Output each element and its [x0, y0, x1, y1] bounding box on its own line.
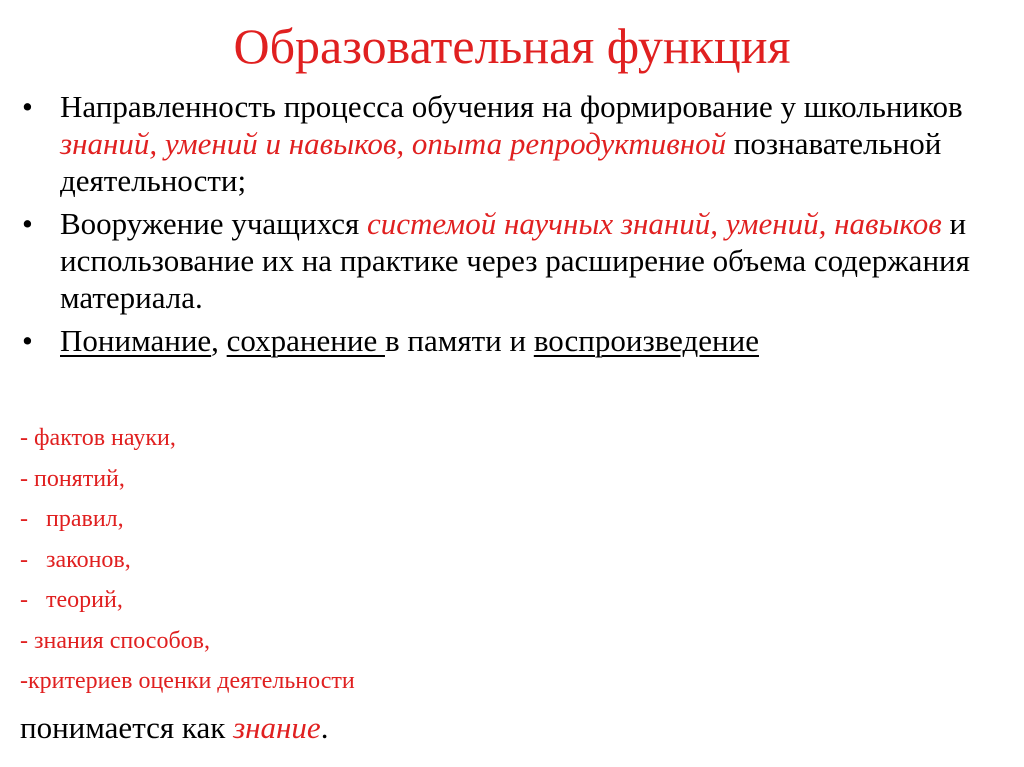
bullet-text: Направленность процесса обучения на формирование у школьников — [60, 89, 963, 124]
underlined-term: воспроизведение — [533, 323, 759, 358]
bullet-text: познавательной деятельности; — [60, 126, 942, 198]
dash-item: - правил, — [20, 506, 124, 532]
bullet-marker: • — [22, 89, 33, 124]
bullet-item — [20, 322, 1010, 359]
bullet-list — [20, 88, 1010, 365]
bullet-item — [20, 205, 1010, 316]
dash-item: -критериев оценки деятельности — [20, 668, 355, 694]
conclusion-suffix: . — [320, 710, 329, 745]
dash-item: - понятий, — [20, 465, 125, 492]
bullet-text: , — [211, 323, 227, 358]
bullet-emphasis: знаний, умений и навыков, опыта репродуктивной — [60, 126, 727, 161]
bullet-marker: • — [22, 323, 33, 358]
conclusion-emphasis: знание — [233, 710, 321, 745]
dash-item: - теорий, — [20, 587, 123, 613]
dash-item: - законов, — [20, 546, 131, 573]
dash-item: - фактов науки, — [20, 425, 176, 451]
conclusion-line — [20, 706, 328, 750]
underlined-term: Понимание — [60, 323, 212, 358]
bullet-text: в памяти и — [384, 323, 534, 358]
bullet-text: Вооружение учащихся — [60, 206, 368, 241]
dash-list — [20, 418, 920, 702]
dash-item: - знания способов, — [20, 627, 210, 654]
underlined-term: сохранение — [226, 323, 385, 358]
slide-title: Образовательная функция — [233, 18, 791, 74]
bullet-marker: • — [22, 206, 33, 241]
bullet-item — [20, 88, 1010, 199]
conclusion-text: понимается как — [20, 710, 234, 745]
bullet-text: и использование их на практике через расширение объема содержания материала. — [60, 206, 970, 315]
bullet-emphasis: системой научных знаний, умений, навыков — [367, 206, 942, 241]
